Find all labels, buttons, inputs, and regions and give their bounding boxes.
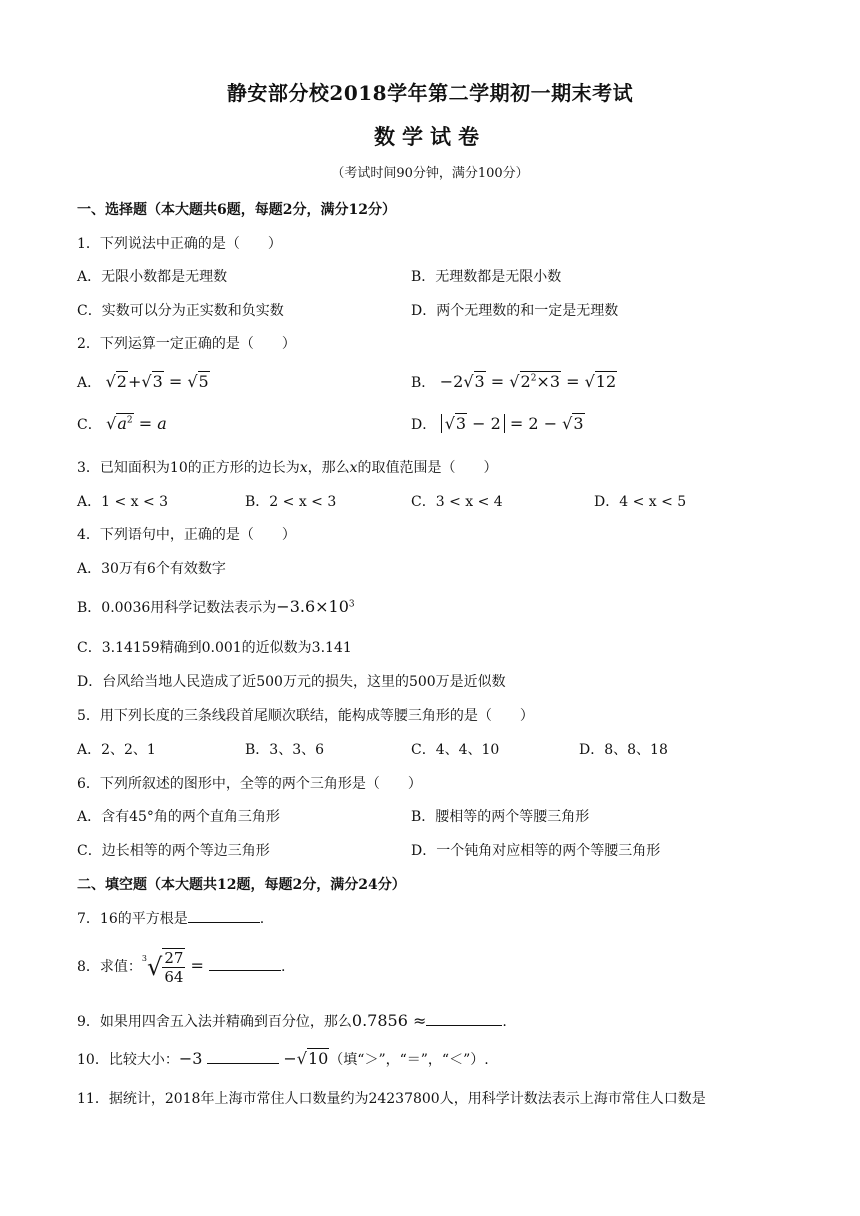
q10-answer-blank[interactable] [207, 1049, 279, 1064]
q8-radical-sign: √ [147, 953, 163, 981]
q5-option-d: D．8、8、18 [579, 742, 668, 758]
q1-option-a: A．无限小数都是无理数 [77, 269, 228, 285]
q2-stem: 2．下列运算一定正确的是（ ） [77, 336, 296, 352]
q8-end: . [280, 959, 286, 975]
q3-option-a: A．1 < x < 3 [77, 494, 169, 510]
q10-hint: （填“＞”，“＝”，“＜”）. [329, 1052, 489, 1068]
q2-option-b-formula: $-2√3 = √2^2\times 3 = √12$ [439, 372, 617, 391]
q2-option-a-label: A． [77, 375, 102, 391]
q9-end: . [502, 1014, 507, 1030]
q10-right-sign: − [283, 1049, 297, 1068]
q4-option-c: C．3.14159精确到0.001的近似数为3.141 [77, 640, 352, 656]
q5-option-b: B．3、3、6 [245, 742, 325, 758]
q2-option-d [411, 414, 585, 434]
q4-option-b-text: B．0.0036用科学记数法表示为 [77, 600, 277, 616]
q2-option-c-formula: $√a^2 = a$ [106, 414, 167, 433]
q3-stem [77, 457, 498, 477]
exam-note: （考试时间90分钟，满分100分） [331, 166, 529, 181]
q2-option-c-label: C． [77, 417, 102, 433]
q6-option-a: A．含有45°角的两个直角三角形 [77, 809, 280, 825]
q9-formula: 0.7856 ≈ [351, 1011, 427, 1030]
q3-stem-mid: ，那么 [307, 460, 350, 476]
q10-radicand: 10 [307, 1049, 329, 1068]
q8-answer-blank[interactable] [209, 956, 281, 971]
q6-option-c: C．边长相等的两个等边三角形 [77, 843, 270, 859]
q9-answer-blank[interactable] [426, 1011, 502, 1026]
q3-var-2: x [349, 460, 358, 476]
q8 [77, 948, 285, 986]
q6-option-b: B．腰相等的两个等腰三角形 [411, 809, 590, 825]
q8-root-index: 3 [141, 954, 148, 963]
q3-stem-post: 的取值范围是（ ） [357, 460, 498, 476]
q2-option-b-label: B． [411, 375, 436, 391]
q10-radical-sign: √ [296, 1049, 307, 1068]
q2-option-a-formula: √2+√3 = √5 [105, 372, 209, 391]
q8-numerator: 27 [164, 949, 184, 967]
q3-var: x [299, 460, 308, 476]
q10-text: 10．比较大小： [77, 1052, 179, 1068]
q1-option-c: C．实数可以分为正实数和负实数 [77, 303, 284, 319]
q5-option-a: A．2、2、1 [77, 742, 156, 758]
q8-denominator: 64 [164, 968, 184, 986]
q10 [77, 1049, 489, 1069]
q1-option-d: D．两个无理数的和一定是无理数 [411, 303, 619, 319]
q8-equals: = [185, 956, 209, 975]
q7 [77, 908, 264, 928]
q8-fraction [162, 948, 185, 986]
q4-option-b-exponent: 3 [348, 599, 355, 610]
q2-option-c [77, 414, 167, 434]
q6-stem: 6．下列所叙述的图形中，全等的两个三角形是（ ） [77, 776, 422, 792]
exam-subtitle: 数学试卷 [374, 124, 486, 149]
q4-option-a: A．30万有6个有效数字 [77, 561, 226, 577]
q9-text: 9．如果用四舍五入法并精确到百分位，那么 [77, 1014, 352, 1030]
q7-text: 7．16的平方根是 [77, 911, 188, 927]
q2-option-b [411, 372, 617, 392]
q4-stem: 4．下列语句中，正确的是（ ） [77, 527, 296, 543]
q6-option-d: D．一个钝角对应相等的两个等腰三角形 [411, 843, 661, 859]
q3-option-b: B．2 < x < 3 [245, 494, 337, 510]
q4-option-b [77, 597, 355, 617]
section1-title: 一、选择题（本大题共6题，每题2分，满分12分） [77, 202, 396, 218]
q2-option-d-formula: √3 − 2 = 2 − √3 [441, 413, 585, 433]
q10-left-value: −3 [178, 1049, 203, 1068]
q1-option-b: B．无理数都是无限小数 [411, 269, 562, 285]
q3-option-c: C．3 < x < 4 [411, 494, 503, 510]
q7-answer-blank[interactable] [188, 908, 260, 923]
q5-option-c: C．4、4、10 [411, 742, 500, 758]
q4-option-d: D．台风给当地人民造成了近500万元的损失，这里的500万是近似数 [77, 674, 506, 690]
q9 [77, 1011, 507, 1031]
q1-stem: 1．下列说法中正确的是（ ） [77, 236, 282, 252]
q3-stem-pre: 3．已知面积为10的正方形的边长为 [77, 460, 300, 476]
section2-title: 二、填空题（本大题共12题，每题2分，满分24分） [77, 877, 406, 893]
q11-text: 11．据统计，2018年上海市常住人口数量约为24237800人，用科学计数法表示上海市常住人口数是 [77, 1091, 706, 1107]
q4-option-b-formula: −3.6×10 [276, 597, 349, 616]
q2-option-d-label: D． [411, 417, 437, 433]
q5-stem: 5．用下列长度的三条线段首尾顺次联结，能构成等腰三角形的是（ ） [77, 708, 534, 724]
q3-option-d: D．4 < x < 5 [594, 494, 687, 510]
exam-title: 静安部分校2018学年第二学期初一期末考试 [226, 81, 634, 105]
q8-text: 8．求值： [77, 959, 142, 975]
q7-end: . [259, 911, 265, 927]
q2-option-a [77, 372, 210, 392]
